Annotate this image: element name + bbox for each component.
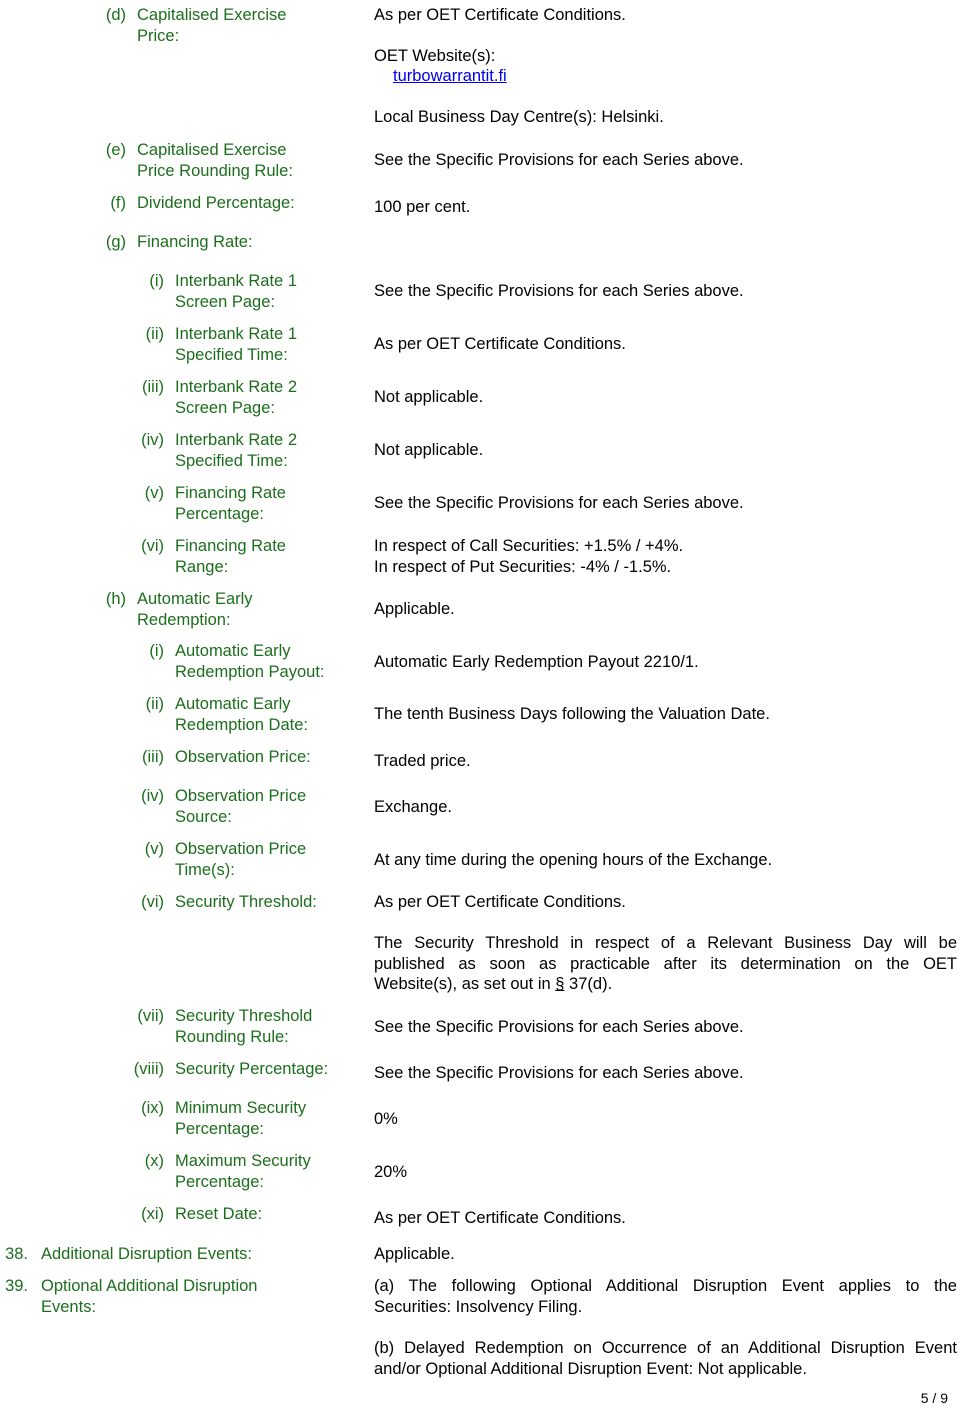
h-x-label: Maximum Security Percentage: — [175, 1152, 311, 1191]
item-f-value: 100 per cent. — [374, 198, 471, 216]
h-viii-value: See the Specific Provisions for each Series above. — [374, 1064, 744, 1082]
h-vi-number: (vi) — [141, 893, 164, 911]
h-v-value: At any time during the opening hours of the Exchange. — [374, 851, 773, 869]
item-g-number: (g) — [105, 233, 126, 251]
h-ix-number: (ix) — [141, 1099, 164, 1117]
section-39-number: 39. — [5, 1277, 28, 1295]
item-f-number: (f) — [110, 194, 126, 212]
section-39-a-line-1: (a) The following Optional Additional Disruption Event applies to the — [374, 1277, 957, 1295]
section-38-number: 38. — [5, 1245, 28, 1263]
h-i-label: Automatic Early Redemption Payout: — [175, 642, 325, 681]
item-d-value: As per OET Certificate Conditions. — [374, 6, 626, 24]
h-x-number: (x) — [144, 1152, 164, 1170]
item-e-value: See the Specific Provisions for each Series above. — [374, 151, 744, 169]
h-vi-value: As per OET Certificate Conditions. — [374, 893, 626, 911]
g-i-value: See the Specific Provisions for each Series above. — [374, 282, 744, 300]
section-38-label: Additional Disruption Events: — [41, 1245, 252, 1263]
item-g-label: Financing Rate: — [137, 233, 253, 251]
item-d-number: (d) — [105, 6, 126, 24]
g-vi-number: (vi) — [141, 537, 164, 555]
h-v-label: Observation Price Time(s): — [175, 840, 307, 879]
section-39-b-line-1: (b) Delayed Redemption on Occurrence of an Additional Disruption Event — [374, 1339, 957, 1357]
page-number: 5 / 9 — [920, 1390, 948, 1406]
g-iii-number: (iii) — [142, 378, 164, 396]
note-line-1: The Security Threshold in respect of a Relevant Business Day will be — [374, 934, 957, 952]
h-xi-value: As per OET Certificate Conditions. — [374, 1209, 626, 1227]
h-vii-value: See the Specific Provisions for each Series above. — [374, 1018, 744, 1036]
h-iii-number: (iii) — [142, 748, 164, 766]
h-viii-number: (viii) — [133, 1060, 164, 1078]
h-iv-value: Exchange. — [374, 798, 452, 816]
h-iv-label: Observation Price Source: — [175, 787, 307, 826]
h-i-value: Automatic Early Redemption Payout 2210/1. — [374, 653, 699, 671]
h-vi-label: Security Threshold: — [175, 893, 317, 911]
section-39-b-line-2: and/or Optional Additional Disruption Event: Not applicable. — [374, 1359, 807, 1378]
security-threshold-note — [374, 933, 957, 995]
g-iii-value: Not applicable. — [374, 388, 484, 406]
item-f-label: Dividend Percentage: — [137, 194, 295, 212]
h-viii-label: Security Percentage: — [175, 1060, 329, 1078]
oet-website-label: OET Website(s): — [374, 47, 496, 65]
section-39-value-a — [374, 1276, 957, 1317]
oet-website-link[interactable]: turbowarrantit.fi — [393, 67, 507, 85]
g-v-value: See the Specific Provisions for each Series above. — [374, 494, 744, 512]
h-iii-label: Observation Price: — [175, 748, 311, 766]
g-ii-number: (ii) — [145, 325, 164, 343]
h-v-number: (v) — [144, 840, 164, 858]
g-ii-value: As per OET Certificate Conditions. — [374, 335, 626, 353]
g-v-label: Financing Rate Percentage: — [175, 484, 286, 523]
h-x-value: 20% — [374, 1163, 408, 1181]
h-iv-number: (iv) — [141, 787, 164, 805]
h-i-number: (i) — [149, 642, 164, 660]
h-xi-label: Reset Date: — [175, 1205, 263, 1223]
h-ii-value: The tenth Business Days following the Valuation Date. — [374, 705, 770, 723]
item-e-number: (e) — [105, 141, 126, 159]
section-39-a-line-2: Securities: Insolvency Filing. — [374, 1297, 583, 1316]
g-vi-value: In respect of Call Securities: +1.5% / +4%. In respect of Put Securities: -4% / -1.5%. — [374, 537, 684, 576]
section-symbol: § — [555, 975, 565, 993]
g-iv-label: Interbank Rate 2 Specified Time: — [175, 431, 297, 470]
h-xi-number: (xi) — [141, 1205, 164, 1223]
h-ii-label: Automatic Early Redemption Date: — [175, 695, 308, 734]
g-iv-value: Not applicable. — [374, 441, 484, 459]
h-ix-label: Minimum Security Percentage: — [175, 1099, 307, 1138]
local-business-day-centre: Local Business Day Centre(s): Helsinki. — [374, 108, 664, 126]
item-h-value: Applicable. — [374, 600, 455, 618]
h-iii-value: Traded price. — [374, 752, 471, 770]
g-v-number: (v) — [144, 484, 164, 502]
section-38-value: Applicable. — [374, 1245, 455, 1263]
g-iii-label: Interbank Rate 2 Screen Page: — [175, 378, 297, 417]
h-vii-number: (vii) — [137, 1007, 164, 1025]
item-h-number: (h) — [105, 590, 126, 608]
section-39-value-b — [374, 1338, 957, 1379]
item-d-label: Capitalised Exercise Price: — [137, 6, 287, 45]
h-ix-value: 0% — [374, 1110, 398, 1128]
g-vi-label: Financing Rate Range: — [175, 537, 286, 576]
note-line-3: Website(s), as set out in § 37(d). — [374, 975, 613, 993]
note-line-2: published as soon as practicable after its determination on the OET — [374, 954, 957, 973]
g-iv-number: (iv) — [141, 431, 164, 449]
item-e-label: Capitalised Exercise Price Rounding Rule: — [137, 141, 293, 180]
h-vii-label: Security Threshold Rounding Rule: — [175, 1007, 313, 1046]
g-ii-label: Interbank Rate 1 Specified Time: — [175, 325, 297, 364]
section-39-label: Optional Additional Disruption Events: — [41, 1277, 258, 1316]
g-i-label: Interbank Rate 1 Screen Page: — [175, 272, 297, 311]
h-ii-number: (ii) — [145, 695, 164, 713]
g-i-number: (i) — [149, 272, 164, 290]
item-h-label: Automatic Early Redemption: — [137, 590, 253, 629]
